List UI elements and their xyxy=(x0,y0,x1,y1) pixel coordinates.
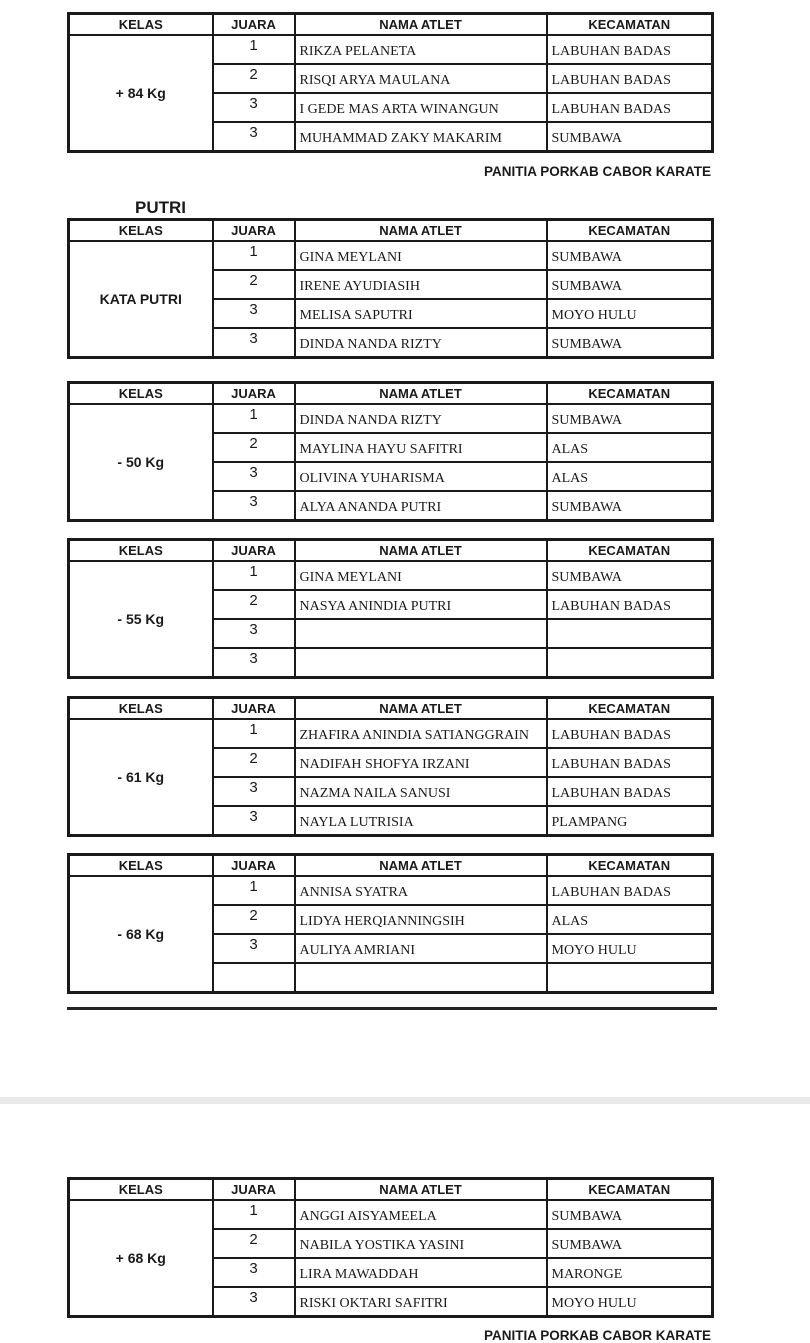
document-section-next-page xyxy=(67,1177,711,1343)
juara-cell xyxy=(213,963,295,993)
kelas-cell: + 84 Kg xyxy=(69,35,213,152)
column-header: JUARA xyxy=(213,1179,295,1201)
juara-cell: 2 xyxy=(213,270,295,299)
nama-atlet-cell: AULIYA AMRIANI xyxy=(295,934,547,963)
column-header: KECAMATAN xyxy=(547,698,713,720)
nama-atlet-cell xyxy=(295,963,547,993)
juara-cell: 3 xyxy=(213,122,295,152)
results-table-container-plus-84kg xyxy=(67,12,711,153)
juara-cell: 3 xyxy=(213,93,295,122)
nama-atlet-cell: MELISA SAPUTRI xyxy=(295,299,547,328)
section-heading-putri: PUTRI xyxy=(135,198,186,217)
kecamatan-cell: ALAS xyxy=(547,905,713,934)
nama-atlet-cell: NAYLA LUTRISIA xyxy=(295,806,547,836)
table-header-row xyxy=(69,855,713,877)
column-header: KELAS xyxy=(69,1179,213,1201)
kecamatan-cell: MOYO HULU xyxy=(547,934,713,963)
table-header-row xyxy=(69,540,713,562)
table-row xyxy=(69,719,713,748)
nama-atlet-cell: LIDYA HERQIANNINGSIH xyxy=(295,905,547,934)
juara-cell: 3 xyxy=(213,934,295,963)
juara-cell: 1 xyxy=(213,404,295,433)
table-row xyxy=(69,876,713,905)
nama-atlet-cell: I GEDE MAS ARTA WINANGUN xyxy=(295,93,547,122)
juara-cell: 3 xyxy=(213,299,295,328)
nama-atlet-cell: MUHAMMAD ZAKY MAKARIM xyxy=(295,122,547,152)
results-table-container-minus-55kg xyxy=(67,538,711,679)
table-header-row xyxy=(69,383,713,405)
column-header: KECAMATAN xyxy=(547,220,713,242)
kecamatan-cell: SUMBAWA xyxy=(547,122,713,152)
juara-cell: 1 xyxy=(213,719,295,748)
nama-atlet-cell: ANGGI AISYAMEELA xyxy=(295,1200,547,1229)
column-header: NAMA ATLET xyxy=(295,383,547,405)
table-header-row xyxy=(69,220,713,242)
column-header: KELAS xyxy=(69,220,213,242)
kecamatan-cell: ALAS xyxy=(547,462,713,491)
results-table-container-plus-68kg xyxy=(67,1177,711,1318)
kecamatan-cell: PLAMPANG xyxy=(547,806,713,836)
juara-cell: 2 xyxy=(213,590,295,619)
kecamatan-cell: SUMBAWA xyxy=(547,328,713,358)
juara-cell: 1 xyxy=(213,1200,295,1229)
results-table xyxy=(67,1177,714,1318)
column-header: NAMA ATLET xyxy=(295,220,547,242)
kecamatan-cell: LABUHAN BADAS xyxy=(547,748,713,777)
nama-atlet-cell: NADIFAH SHOFYA IRZANI xyxy=(295,748,547,777)
column-header: NAMA ATLET xyxy=(295,855,547,877)
nama-atlet-cell: MAYLINA HAYU SAFITRI xyxy=(295,433,547,462)
kecamatan-cell: LABUHAN BADAS xyxy=(547,777,713,806)
juara-cell: 3 xyxy=(213,491,295,521)
column-header: NAMA ATLET xyxy=(295,698,547,720)
kecamatan-cell: SUMBAWA xyxy=(547,241,713,270)
juara-cell: 1 xyxy=(213,561,295,590)
column-header: KELAS xyxy=(69,540,213,562)
column-header: KECAMATAN xyxy=(547,540,713,562)
juara-cell: 1 xyxy=(213,876,295,905)
column-header: KELAS xyxy=(69,383,213,405)
kecamatan-cell xyxy=(547,963,713,993)
nama-atlet-cell: RIKZA PELANETA xyxy=(295,35,547,64)
kecamatan-cell: SUMBAWA xyxy=(547,270,713,299)
nama-atlet-cell xyxy=(295,619,547,648)
kecamatan-cell: LABUHAN BADAS xyxy=(547,35,713,64)
document-section-putra-end xyxy=(67,12,711,1010)
results-table-container-kata-putri xyxy=(67,218,711,359)
panitia-note-bottom: PANITIA PORKAB CABOR KARATE xyxy=(484,1328,711,1343)
results-table xyxy=(67,696,714,837)
juara-cell: 1 xyxy=(213,241,295,270)
juara-cell: 2 xyxy=(213,433,295,462)
kelas-cell: - 68 Kg xyxy=(69,876,213,993)
kecamatan-cell xyxy=(547,619,713,648)
nama-atlet-cell: GINA MEYLANI xyxy=(295,561,547,590)
juara-cell: 3 xyxy=(213,648,295,678)
nama-atlet-cell: DINDA NANDA RIZTY xyxy=(295,328,547,358)
column-header: JUARA xyxy=(213,698,295,720)
kelas-cell: - 50 Kg xyxy=(69,404,213,521)
nama-atlet-cell: RISKI OKTARI SAFITRI xyxy=(295,1287,547,1317)
table-row xyxy=(69,1200,713,1229)
results-table-container-minus-50kg xyxy=(67,381,711,522)
juara-cell: 3 xyxy=(213,619,295,648)
table-row xyxy=(69,35,713,64)
nama-atlet-cell: LIRA MAWADDAH xyxy=(295,1258,547,1287)
nama-atlet-cell: NABILA YOSTIKA YASINI xyxy=(295,1229,547,1258)
kecamatan-cell: LABUHAN BADAS xyxy=(547,719,713,748)
kelas-cell: + 68 Kg xyxy=(69,1200,213,1317)
results-table xyxy=(67,12,714,153)
column-header: JUARA xyxy=(213,540,295,562)
kecamatan-cell: ALAS xyxy=(547,433,713,462)
kecamatan-cell: LABUHAN BADAS xyxy=(547,876,713,905)
column-header: NAMA ATLET xyxy=(295,14,547,36)
table-row xyxy=(69,241,713,270)
results-table xyxy=(67,381,714,522)
kecamatan-cell: LABUHAN BADAS xyxy=(547,93,713,122)
kecamatan-cell: SUMBAWA xyxy=(547,404,713,433)
juara-cell: 1 xyxy=(213,35,295,64)
kecamatan-cell: MARONGE xyxy=(547,1258,713,1287)
document-page xyxy=(0,12,810,1343)
results-table-container-minus-61kg xyxy=(67,696,711,837)
nama-atlet-cell: IRENE AYUDIASIH xyxy=(295,270,547,299)
nama-atlet-cell xyxy=(295,648,547,678)
panitia-note-top: PANITIA PORKAB CABOR KARATE xyxy=(484,164,711,179)
nama-atlet-cell: ANNISA SYATRA xyxy=(295,876,547,905)
kecamatan-cell: SUMBAWA xyxy=(547,491,713,521)
kecamatan-cell: MOYO HULU xyxy=(547,1287,713,1317)
column-header: KELAS xyxy=(69,855,213,877)
juara-cell: 3 xyxy=(213,777,295,806)
nama-atlet-cell: NASYA ANINDIA PUTRI xyxy=(295,590,547,619)
column-header: JUARA xyxy=(213,855,295,877)
column-header: KECAMATAN xyxy=(547,855,713,877)
juara-cell: 2 xyxy=(213,1229,295,1258)
nama-atlet-cell: ZHAFIRA ANINDIA SATIANGGRAIN xyxy=(295,719,547,748)
column-header: KELAS xyxy=(69,14,213,36)
kecamatan-cell: LABUHAN BADAS xyxy=(547,64,713,93)
kecamatan-cell: LABUHAN BADAS xyxy=(547,590,713,619)
column-header: JUARA xyxy=(213,14,295,36)
juara-cell: 2 xyxy=(213,905,295,934)
column-header: KECAMATAN xyxy=(547,14,713,36)
kecamatan-cell xyxy=(547,648,713,678)
table-row xyxy=(69,561,713,590)
juara-cell: 3 xyxy=(213,806,295,836)
table-row xyxy=(69,404,713,433)
kecamatan-cell: SUMBAWA xyxy=(547,561,713,590)
section-divider-rule xyxy=(67,1007,717,1010)
nama-atlet-cell: ALYA ANANDA PUTRI xyxy=(295,491,547,521)
juara-cell: 3 xyxy=(213,1258,295,1287)
juara-cell: 2 xyxy=(213,64,295,93)
column-header: NAMA ATLET xyxy=(295,1179,547,1201)
nama-atlet-cell: GINA MEYLANI xyxy=(295,241,547,270)
column-header: KECAMATAN xyxy=(547,1179,713,1201)
table-header-row xyxy=(69,1179,713,1201)
column-header: KELAS xyxy=(69,698,213,720)
table-header-row xyxy=(69,698,713,720)
kecamatan-cell: MOYO HULU xyxy=(547,299,713,328)
nama-atlet-cell: NAZMA NAILA SANUSI xyxy=(295,777,547,806)
kecamatan-cell: SUMBAWA xyxy=(547,1200,713,1229)
results-table xyxy=(67,538,714,679)
column-header: KECAMATAN xyxy=(547,383,713,405)
table-header-row xyxy=(69,14,713,36)
results-table xyxy=(67,218,714,359)
kelas-cell: - 55 Kg xyxy=(69,561,213,678)
column-header: JUARA xyxy=(213,383,295,405)
kelas-cell: KATA PUTRI xyxy=(69,241,213,358)
nama-atlet-cell: DINDA NANDA RIZTY xyxy=(295,404,547,433)
juara-cell: 2 xyxy=(213,748,295,777)
kelas-cell: - 61 Kg xyxy=(69,719,213,836)
column-header: JUARA xyxy=(213,220,295,242)
page-break-band xyxy=(0,1097,810,1104)
kecamatan-cell: SUMBAWA xyxy=(547,1229,713,1258)
column-header: NAMA ATLET xyxy=(295,540,547,562)
results-table-container-minus-68kg xyxy=(67,853,711,994)
juara-cell: 3 xyxy=(213,1287,295,1317)
results-table xyxy=(67,853,714,994)
juara-cell: 3 xyxy=(213,328,295,358)
nama-atlet-cell: OLIVINA YUHARISMA xyxy=(295,462,547,491)
nama-atlet-cell: RISQI ARYA MAULANA xyxy=(295,64,547,93)
juara-cell: 3 xyxy=(213,462,295,491)
